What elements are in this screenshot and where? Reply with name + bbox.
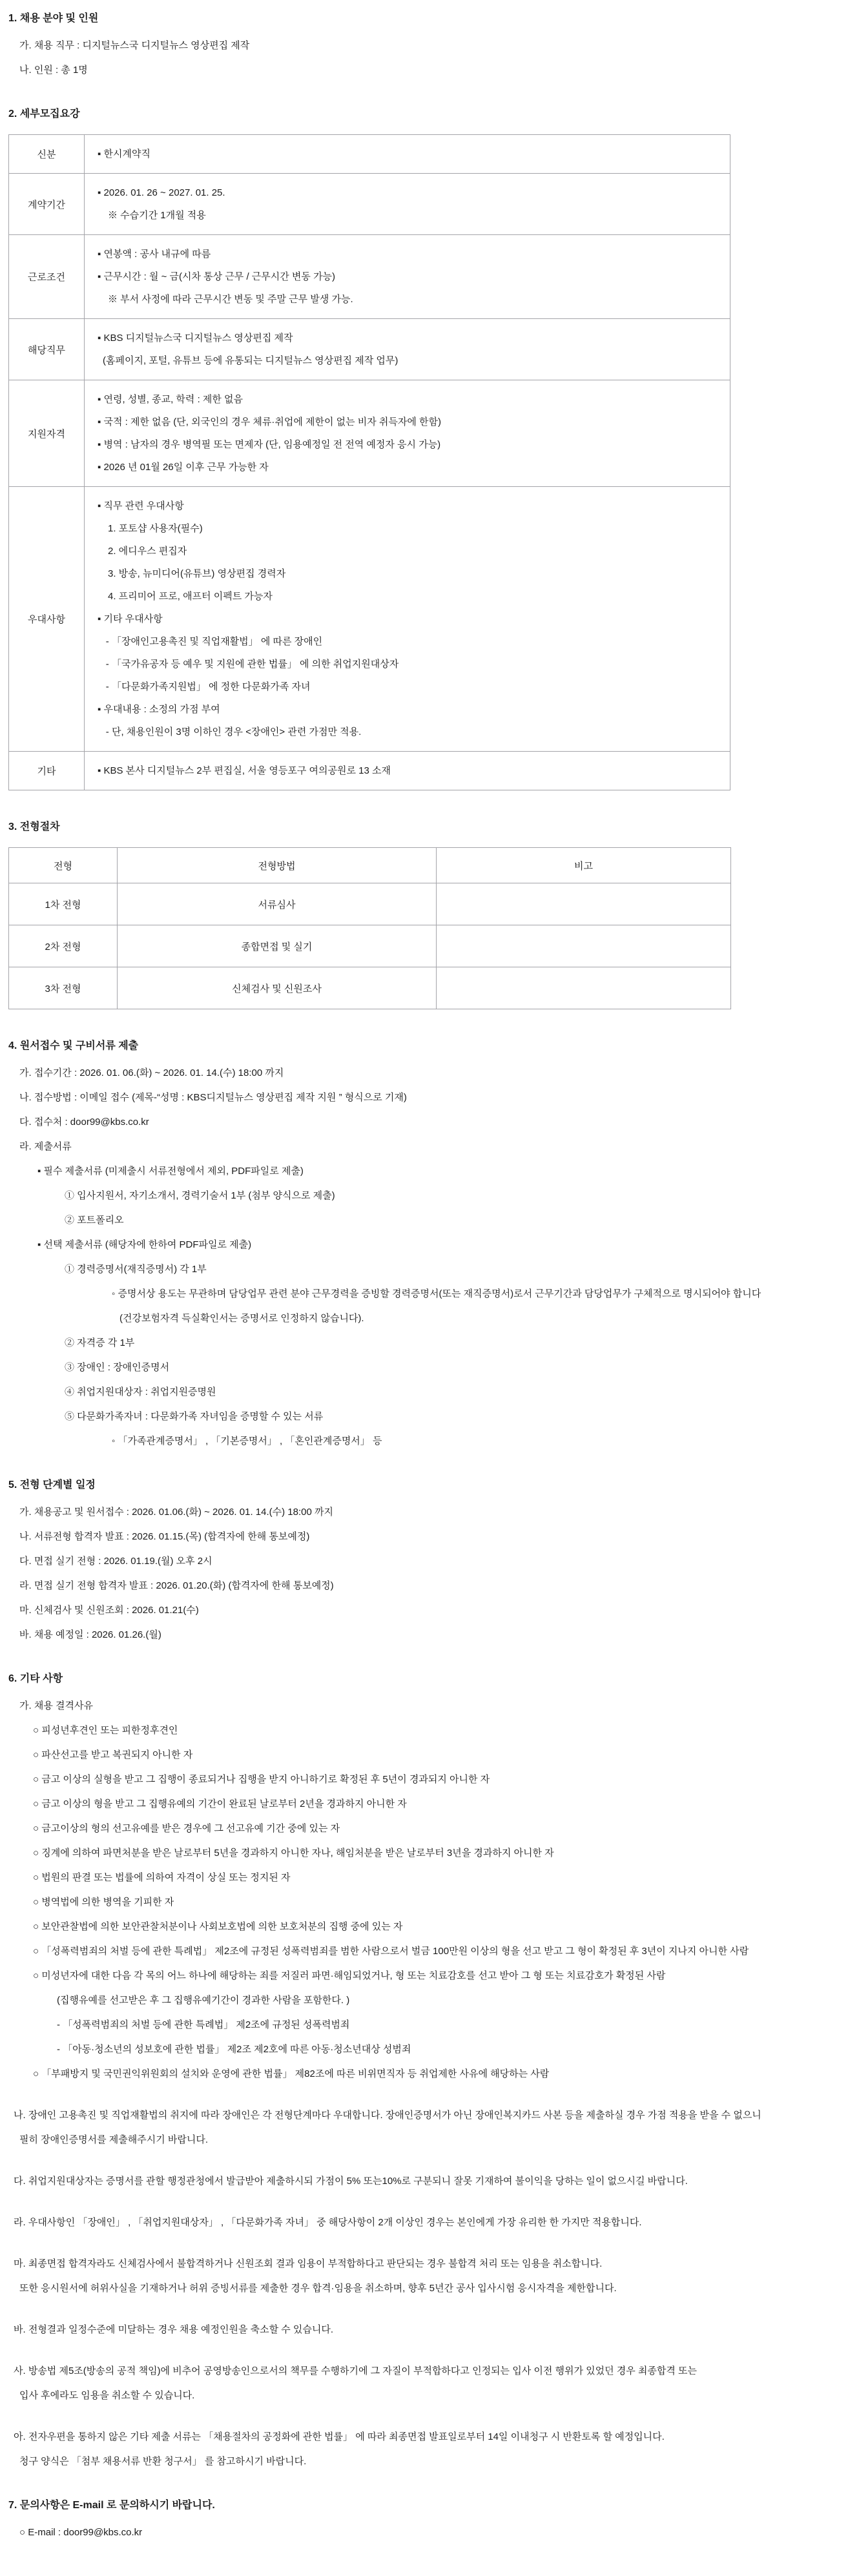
section-title: 4. 원서접수 및 구비서류 제출 — [8, 1040, 139, 1051]
paragraph: (집행유예를 선고받은 후 그 집행유예기간이 경과한 사람을 포함한다. ) — [57, 1995, 350, 2006]
column-header: 전형 — [9, 848, 118, 883]
section-schedule — [8, 1478, 855, 1642]
cell-line: ▪ 우대내용 : 소정의 가점 부여 — [98, 704, 220, 715]
row-label: 우대사항 — [9, 487, 85, 752]
cell-line: - 단, 채용인원이 3명 이하인 경우 <장애인> 관련 가점만 적용. — [105, 726, 362, 737]
paragraph: 나. 인원 : 총 1명 — [19, 65, 88, 76]
row-content — [85, 135, 730, 174]
paragraph: ③ 장애인 : 장애인증명서 — [65, 1362, 170, 1373]
paragraph: 마. 신체검사 및 신원조회 : 2026. 01.21(수) — [19, 1605, 199, 1616]
row-content — [85, 380, 730, 487]
paragraph: ▪ 필수 제출서류 (미제출시 서류전형에서 제외, PDF파일로 제출) — [37, 1166, 304, 1177]
cell-line: ▪ 국적 : 제한 없음 (단, 외국인의 경우 체류·취업에 제한이 없는 비자 취득자에 한함) — [98, 417, 442, 428]
section-body — [8, 1505, 855, 1642]
table-row — [9, 174, 730, 235]
row-label: 근로조건 — [9, 235, 85, 319]
paragraph: 바. 채용 예정일 : 2026. 01.26.(월) — [19, 1629, 161, 1640]
paragraph: (건강보험자격 득실확인서는 증명서로 인정하지 않습니다). — [119, 1313, 364, 1324]
cell-line: ※ 수습기간 1개월 적용 — [108, 210, 206, 221]
table-row — [9, 235, 730, 319]
paragraph: - 「아동·청소년의 성보호에 관한 법률」 제2조 제2호에 따른 아동·청소년대상 성범죄 — [57, 2044, 411, 2055]
cell-line: 1. 포토샵 사용자(필수) — [108, 523, 203, 534]
cell-line: ▪ 연봉액 : 공사 내규에 따름 — [98, 249, 211, 260]
paragraph: 가. 접수기간 : 2026. 01. 06.(화) ~ 2026. 01. 14.(수) 18:00 까지 — [19, 1067, 284, 1078]
paragraph: ○ 피성년후견인 또는 피한정후견인 — [33, 1725, 178, 1736]
paragraph: 나. 서류전형 합격자 발표 : 2026. 01.15.(목) (합격자에 한해 통보예정) — [19, 1531, 310, 1542]
paragraph: 라. 제출서류 — [19, 1141, 72, 1152]
paragraph: 또한 응시원서에 허위사실을 기재하거나 허위 증빙서류를 제출한 경우 합격·임용을 취소하며, 향후 5년간 공사 입사시험 응시자격을 제한합니다. — [19, 2283, 617, 2294]
paragraph: ▪ 선택 제출서류 (해당자에 한하여 PDF파일로 제출) — [37, 1239, 252, 1250]
cell-line: ▪ 병역 : 남자의 경우 병역필 또는 면제자 (단, 임용예정일 전 전역 예정자 응시 가능) — [98, 439, 441, 450]
selection-process-table — [8, 847, 731, 1009]
section-title: 5. 전형 단계별 일정 — [8, 1479, 96, 1490]
section-body — [8, 39, 855, 77]
paragraph: 바. 전형결과 일정수준에 미달하는 경우 채용 예정인원을 축소할 수 있습니다. — [14, 2324, 334, 2335]
paragraph: - 「성폭력범죄의 처벌 등에 관한 특례법」 제2조에 규정된 성폭력범죄 — [57, 2019, 350, 2030]
row-content — [85, 752, 730, 790]
row-label: 지원자격 — [9, 380, 85, 487]
cell-line: - 「장애인고용촉진 및 직업재활법」 에 따른 장애인 — [105, 636, 323, 647]
paragraph: ⑤ 다문화가족자녀 : 다문화가족 자녀임을 증명할 수 있는 서류 — [65, 1411, 324, 1422]
section-title: 3. 전형절차 — [8, 821, 60, 832]
table-row — [9, 967, 731, 1009]
section-body — [8, 2526, 855, 2540]
paragraph: 사. 방송법 제5조(방송의 공적 책임)에 비추어 공영방송인으로서의 책무를 수행하기에 그 자질이 부적합하다고 인정되는 입사 이전 행위가 있었던 경우 최종합격 또는 — [14, 2365, 698, 2376]
row-label: 계약기간 — [9, 174, 85, 235]
section-title: 7. 문의사항은 E-mail 로 문의하시기 바랍니다. — [8, 2500, 215, 2511]
table-row — [9, 380, 730, 487]
paragraph: ○ 「성폭력범죄의 처벌 등에 관한 특례법」 제2조에 규정된 성폭력범죄를 범한 사람으로서 벌금 100만원 이상의 형을 선고 받고 그 형이 확정된 후 3년이 지나지 아니한 사람 — [33, 1946, 749, 1957]
table-row — [9, 752, 730, 790]
paragraph: 다. 접수처 : door99@kbs.co.kr — [19, 1117, 149, 1128]
paragraph: 다. 면접 실기 전형 : 2026. 01.19.(월) 오후 2시 — [19, 1556, 212, 1567]
section-title: 6. 기타 사항 — [8, 1673, 63, 1684]
cell-line: - 「다문화가족지원법」 에 정한 다문화가족 자녀 — [105, 681, 311, 692]
stage-cell: 1차 전형 — [9, 883, 118, 925]
section-recruit-field — [8, 12, 855, 77]
paragraph: 아. 전자우편을 통하지 않은 기타 제출 서류는 「채용절차의 공정화에 관한 법률」 에 따라 최종면접 발표일로부터 14일 이내청구 시 반환토록 할 예정입니다. — [14, 2431, 665, 2442]
paragraph: 가. 채용 결격사유 — [19, 1700, 93, 1711]
paragraph: ② 포트폴리오 — [65, 1215, 124, 1226]
paragraph: ○ 금고 이상의 형을 받고 그 집행유예의 기간이 완료된 날로부터 2년을 경과하지 아니한 자 — [33, 1798, 407, 1809]
paragraph: ○ 「부패방지 및 국민권익위원회의 설치와 운영에 관한 법률」 제82조에 따른 비위면직자 등 취업제한 사유에 해당하는 사람 — [33, 2068, 550, 2079]
paragraph: 마. 최종면접 합격자라도 신체검사에서 불합격하거나 신원조회 결과 임용이 부적합하다고 판단되는 경우 불합격 처리 또는 임용을 취소합니다. — [14, 2258, 603, 2269]
method-cell: 서류심사 — [118, 883, 437, 925]
cell-line: ※ 부서 사정에 따라 근무시간 변동 및 주말 근무 발생 가능. — [108, 294, 353, 305]
paragraph: ◦ 증명서상 용도는 무관하며 담당업무 관련 분야 근무경력을 증빙할 경력증명서(또는 재직증명서)로서 근무기간과 담당업무가 구체적으로 명시되어야 합니다 — [112, 1288, 761, 1299]
paragraph: ○ 법원의 판결 또는 법률에 의하여 자격이 상실 또는 정지된 자 — [33, 1872, 291, 1883]
cell-line: - 「국가유공자 등 예우 및 지원에 관한 법률」 에 의한 취업지원대상자 — [105, 659, 399, 670]
table-row — [9, 135, 730, 174]
paragraph: 입사 후에라도 임용을 취소할 수 있습니다. — [19, 2390, 195, 2401]
cell-line: ▪ KBS 디지털뉴스국 디지털뉴스 영상편집 제작 — [98, 333, 293, 344]
table-row — [9, 487, 730, 752]
paragraph: 가. 채용공고 및 원서접수 : 2026. 01.06.(화) ~ 2026. 01. 14.(수) 18:00 까지 — [19, 1507, 333, 1518]
row-content — [85, 235, 730, 319]
paragraph: ○ 파산선고를 받고 복권되지 아니한 자 — [33, 1749, 193, 1760]
paragraph: 다. 취업지원대상자는 증명서를 관할 행정관청에서 발급받아 제출하시되 가점이 5% 또는10%로 구분되니 잘못 기재하여 불이익을 당하는 일이 없으시길 바랍니다. — [14, 2176, 688, 2187]
paragraph: 청구 양식은 「첨부 채용서류 반환 청구서」 를 참고하시기 바랍니다. — [19, 2456, 307, 2467]
note-cell — [437, 967, 731, 1009]
cell-line: ▪ 2026 년 01월 26일 이후 근무 가능한 자 — [98, 462, 269, 473]
table-row — [9, 319, 730, 380]
cell-line: ▪ 한시계약직 — [98, 149, 150, 160]
paragraph: ○ E-mail : door99@kbs.co.kr — [19, 2527, 143, 2538]
paragraph: 라. 면접 실기 전형 합격자 발표 : 2026. 01.20.(화) (합격자에 한해 통보예정) — [19, 1580, 334, 1591]
column-header: 비고 — [437, 848, 731, 883]
table-row — [9, 883, 731, 925]
paragraph: ○ 금고 이상의 실형을 받고 그 집행이 종료되거나 집행을 받지 아니하기로 확정된 후 5년이 경과되지 아니한 자 — [33, 1774, 490, 1785]
section-body — [8, 1066, 855, 1448]
paragraph: 필히 장애인증명서를 제출해주시기 바랍니다. — [19, 2134, 208, 2145]
cell-line: (홈페이지, 포털, 유튜브 등에 유통되는 디지털뉴스 영상편집 제작 업무) — [103, 355, 398, 366]
section-title: 2. 세부모집요강 — [8, 108, 80, 119]
paragraph: ① 입사지원서, 자기소개서, 경력기술서 1부 (첨부 양식으로 제출) — [65, 1190, 335, 1201]
cell-line: ▪ 직무 관련 우대사항 — [98, 500, 184, 511]
paragraph: ④ 취업지원대상자 : 취업지원증명원 — [65, 1386, 216, 1397]
note-cell — [437, 883, 731, 925]
row-label: 신분 — [9, 135, 85, 174]
row-content — [85, 319, 730, 380]
paragraph: ◦ 「가족관계증명서」 , 「기본증명서」 , 「혼인관계증명서」 등 — [112, 1436, 382, 1447]
cell-line: ▪ 기타 우대사항 — [98, 613, 163, 624]
cell-line: ▪ KBS 본사 디지털뉴스 2부 편집실, 서울 영등포구 여의공원로 13 소재 — [98, 765, 391, 776]
section-title: 1. 채용 분야 및 인원 — [8, 13, 99, 24]
row-label: 해당직무 — [9, 319, 85, 380]
paragraph: ○ 징계에 의하여 파면처분을 받은 날로부터 5년을 경과하지 아니한 자나, 해임처분을 받은 날로부터 3년을 경과하지 아니한 자 — [33, 1848, 554, 1859]
row-content — [85, 174, 730, 235]
stage-cell: 2차 전형 — [9, 925, 118, 967]
stage-cell: 3차 전형 — [9, 967, 118, 1009]
cell-line: 4. 프리미어 프로, 애프터 이펙트 가능자 — [108, 591, 273, 602]
cell-line: ▪ 연령, 성별, 종교, 학력 : 제한 없음 — [98, 394, 243, 405]
paragraph: ② 자격증 각 1부 — [65, 1337, 135, 1348]
row-content — [85, 487, 730, 752]
paragraph: 나. 접수방법 : 이메일 접수 (제목-“성명 : KBS디지털뉴스 영상편집 제작 지원 ” 형식으로 기재) — [19, 1092, 407, 1103]
paragraph: 가. 채용 직무 : 디지털뉴스국 디지털뉴스 영상편집 제작 — [19, 40, 250, 51]
paragraph: 라. 우대사항인 「장애인」 , 「취업지원대상자」 , 「다문화가족 자녀」 중 해당사항이 2개 이상인 경우는 본인에게 가장 유리한 한 가지만 적용합니다. — [14, 2217, 642, 2228]
paragraph: ① 경력증명서(재직증명서) 각 1부 — [65, 1264, 207, 1275]
recruitment-details-table — [8, 134, 730, 790]
section-selection-process — [8, 820, 855, 1009]
cell-line: 2. 에디우스 편집자 — [108, 546, 187, 557]
column-header: 전형방법 — [118, 848, 437, 883]
cell-line: 3. 방송, 뉴미디어(유튜브) 영상편집 경력자 — [108, 568, 286, 579]
section-application-submission — [8, 1039, 855, 1448]
paragraph: ○ 미성년자에 대한 다음 각 목의 어느 하나에 해당하는 죄를 저질러 파면·해임되었거나, 형 또는 치료감호를 선고 받아 그 형 또는 치료감호가 확정된 사람 — [33, 1970, 666, 1981]
paragraph: ○ 보안관찰법에 의한 보안관찰처분이나 사회보호법에 의한 보호처분의 집행 중에 있는 자 — [33, 1921, 403, 1932]
paragraph: ○ 금고이상의 형의 선고유예를 받은 경우에 그 선고유예 기간 중에 있는 자 — [33, 1823, 340, 1834]
table-row — [9, 925, 731, 967]
cell-line: ▪ 2026. 01. 26 ~ 2027. 01. 25. — [98, 187, 225, 198]
table-header-row — [9, 848, 731, 883]
method-cell: 신체검사 및 신원조사 — [118, 967, 437, 1009]
paragraph: 나. 장애인 고용촉진 및 직업재활법의 취지에 따라 장애인은 각 전형단계마다 우대합니다. 장애인증명서가 아닌 장애인복지카드 사본 등을 제출하실 경우 가점 적용을 받을 수 없으니 — [14, 2110, 761, 2121]
section-recruit-details — [8, 107, 855, 790]
section-other-notes — [8, 1672, 855, 2469]
note-cell — [437, 925, 731, 967]
cell-line: ▪ 근무시간 : 월 ~ 금(시차 통상 근무 / 근무시간 변동 가능) — [98, 271, 336, 282]
section-contact — [8, 2499, 855, 2540]
method-cell: 종합면접 및 실기 — [118, 925, 437, 967]
section-body — [8, 1699, 855, 2469]
row-label: 기타 — [9, 752, 85, 790]
paragraph: ○ 병역법에 의한 병역을 기피한 자 — [33, 1897, 174, 1908]
